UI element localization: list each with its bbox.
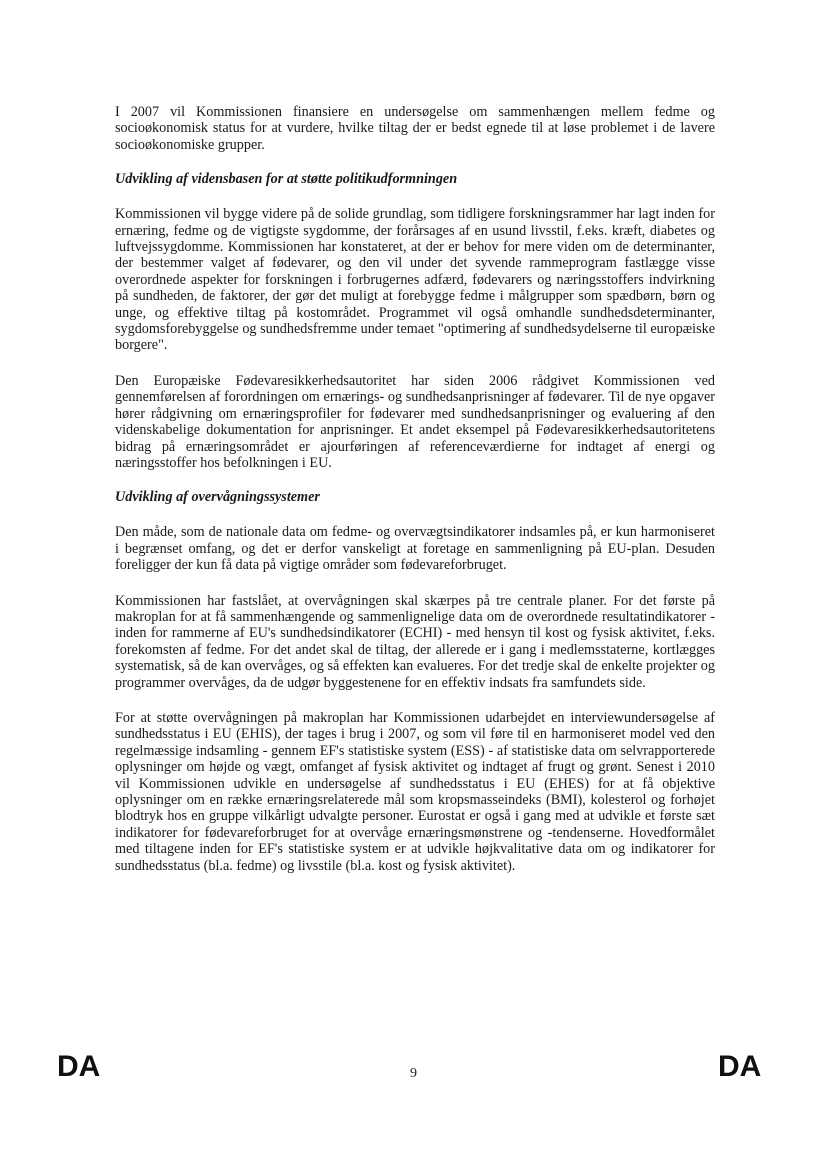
paragraph-national-data: Den måde, som de nationale data om fedme- og overvægtsindikatorer indsamles på, er kun harmoniseret i begrænset omfang, og det er derfor vanskeligt at foretage en sammenligning på EU-plan. Desuden foreligger der kun få data på vigtige områder som fødevareforbruget. <box>115 524 715 574</box>
paragraph-research-socioeconomic: I 2007 vil Kommissionen finansiere en undersøgelse om sammenhængen mellem fedme og socioøkonomisk status for at vurdere, hvilke tiltag der er bedst egnede til at løse problemet i de lavere socioøkonomiske grupper. <box>115 104 715 153</box>
page-body <box>115 104 715 874</box>
paragraph-macro-monitoring: For at støtte overvågningen på makroplan har Kommissionen udarbejdet en interviewundersøgelse af sundhedsstatus i EU (EHIS), der tages i brug i 2007, og som vil føre til en harmoniseret model ved den regelmæssige indsamling - gennem EF's statistiske system (ESS) - af statistiske data om selvrapporterede oplysninger om højde og vægt, omfanget af fysisk aktivitet og indtaget af frugt og grønt. Senest i 2010 vil Kommissionen udvikle en undersøgelse af sundhedsstatus i EU (EHES) for at få objektive oplysninger om en række ernæringsrelaterede mål som kropsmasseindeks (BMI), kolesterol og forhøjet blodtryk hos en gruppe vilkårligt udvalgte personer. Eurostat er også i gang med at udvikle et første sæt indikatorer for fødevareforbruget for at overvåge ernæringsmønstrene og -tendenserne. Hovedformålet med tiltagene inden for EF's statistiske system er at udvikle højkvalitative data om og indikatorer for sundhedsstatus (bl.a. fedme) og livsstile (bl.a. kost og fysisk aktivitet). <box>115 709 715 874</box>
paragraph-research-framework: Kommissionen vil bygge videre på de solide grundlag, som tidligere forskningsrammer har lagt inden for ernæring, fedme og de vigtigste sygdomme, der forårsages af en usund livsstil, f.eks. kræft, diabetes og luftvejssygdomme. Kommissionen har konstateret, at der er behov for mere viden om de determinanter, der bestemmer valget af fødevarer, og den vil under det syvende rammeprogram fastlægge visse overordnede aspekter for forskningen i forbrugernes adfærd, fødevarers og næringsstoffers indvirkning på sundheden, de faktorer, der gør det muligt at forebygge fedme i målgrupper som spædbørn, børn og unge, og effektive tiltag på kostområdet. Programmet vil også omhandle sundhedsdeterminanter, sygdomsforebyggelse og sundhedsfremme under temaet "optimering af sundhedsydelserne til europæiske borgere". <box>115 206 715 354</box>
footer-language-code-left: DA <box>57 1050 101 1083</box>
heading-knowledge-base: Udvikling af vidensbasen for at støtte politikudformningen <box>115 171 458 188</box>
paragraph-monitoring-levels: Kommissionen har fastslået, at overvågningen skal skærpes på tre centrale planer. For det første på makroplan for at få sammenhængende og sammenlignelige data om de overordnede resultatindikatorer - inden for rammerne af EU's sundhedsindikatorer (ECHI) - med hensyn til kost og fysisk aktivitet, f.eks. forekomsten af fedme. For det andet skal de tiltag, der allerede er i gang i medlemsstaterne, kortlægges systematisk, så de kan overvåges, og så effekten kan evalueres. For det tredje skal de enkelte projekter og programmer overvåges, da de udgør byggestenene for en effektiv indsats fra samfundets side. <box>115 592 715 691</box>
paragraph-food-safety-authority: Den Europæiske Fødevaresikkerhedsautoritet har siden 2006 rådgivet Kommissionen ved gennemførelsen af forordningen om ernærings- og sundhedsanprisninger af fødevarer. Til de nye opgaver hører rådgivning om ernæringsprofiler for fødevarer med sundhedsanprisninger og evaluering af den videnskabelige dokumentation for anprisninger. Et andet eksempel på Fødevaresikkerhedsautoritetens bidrag på ernæringsområdet er ajourføringen af referenceværdierne for indtaget af energi og næringsstoffer hos befolkningen i EU. <box>115 372 715 471</box>
page-number: 9 <box>410 1066 417 1081</box>
heading-monitoring-systems: Udvikling af overvågningssystemer <box>115 489 320 506</box>
footer-language-code-right: DA <box>718 1050 762 1083</box>
